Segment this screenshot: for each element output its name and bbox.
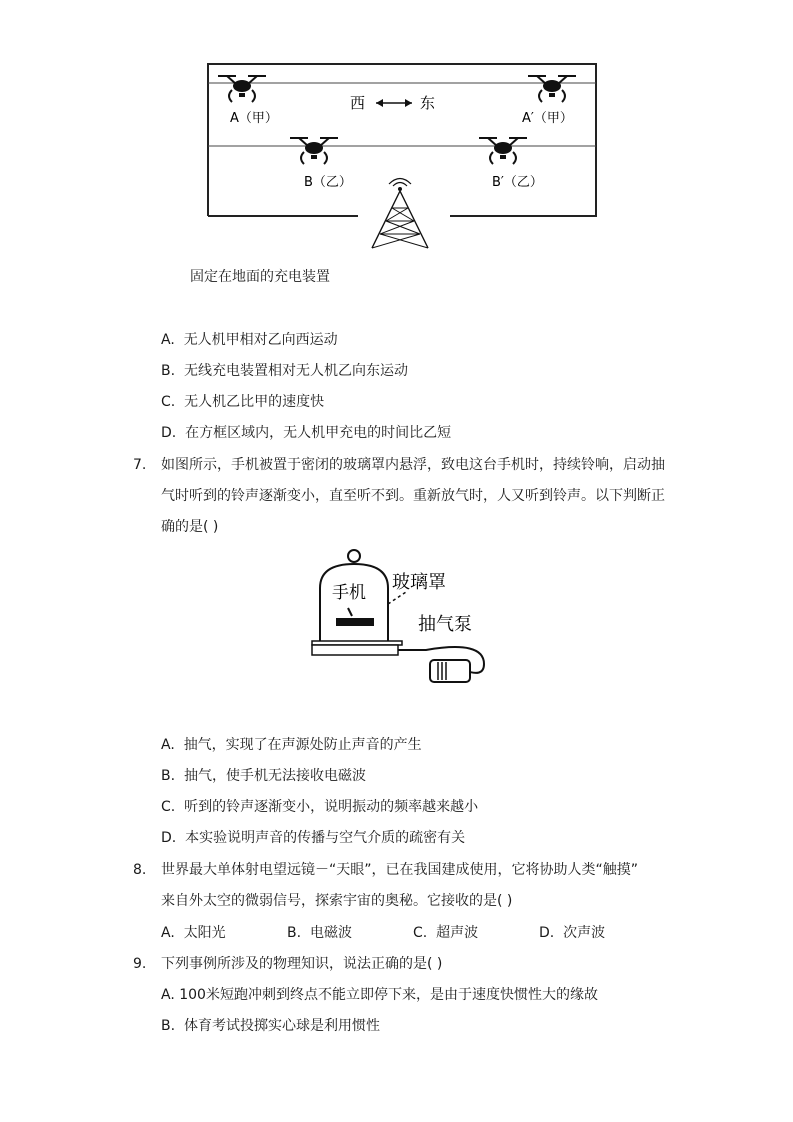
drone-b-prime-icon: [479, 138, 527, 164]
q8-stem-line-1: 世界最大单体射电望远镜－“天眼”，已在我国建成使用，它将协助人类“触摸”: [161, 862, 639, 878]
drone-charging-figure: [200, 58, 605, 258]
west-label: 西: [350, 94, 366, 112]
q6-option-d[interactable]: [161, 424, 451, 442]
option-text: 体育考试投掷实心球是利用惯性: [183, 1018, 380, 1034]
option-text: 电磁波: [309, 925, 352, 941]
option-text: 抽气，实现了在声源处防止声音的产生: [183, 737, 422, 753]
air-pump-icon: [430, 660, 470, 682]
glass-jar-label: 玻璃罩: [392, 572, 446, 593]
option-letter: B.: [161, 768, 176, 784]
option-letter: C.: [161, 799, 176, 815]
option-text: 无人机甲相对乙向西运动: [183, 332, 338, 348]
option-letter: B.: [287, 925, 302, 941]
option-text: 在方框区域内，无人机甲充电的时间比乙短: [185, 425, 452, 441]
option-letter: A.: [161, 332, 175, 348]
drone-a-prime-icon: [528, 76, 576, 102]
q8-number: 8.: [133, 862, 147, 878]
drone-b-label: B（乙）: [304, 175, 352, 190]
option-letter: D.: [161, 830, 177, 846]
option-letter: A.: [161, 925, 175, 941]
q6-option-b[interactable]: [161, 362, 408, 380]
drone-b-icon: [290, 138, 338, 164]
q7-stem-line-3: 确的是( ): [161, 519, 219, 535]
option-letter: D.: [539, 925, 555, 941]
option-letter: C.: [161, 394, 176, 410]
charging-tower-icon: [372, 179, 428, 249]
q7-option-d[interactable]: [161, 829, 465, 847]
option-letter: B.: [161, 363, 176, 379]
bell-jar-figure: [306, 546, 506, 692]
q6-option-a[interactable]: [161, 331, 338, 349]
q8-option-a[interactable]: [161, 924, 226, 942]
q8-option-c[interactable]: [413, 924, 478, 942]
q7-option-c[interactable]: [161, 798, 478, 816]
q7-stem-line-2: 气时听到的铃声逐渐变小，直至听不到。重新放气时，人又听到铃声。以下判断正: [161, 488, 665, 504]
option-text: 本实验说明声音的传播与空气介质的疏密有关: [185, 830, 466, 846]
drone-a-label: A（甲）: [230, 111, 278, 126]
option-letter: C.: [413, 925, 428, 941]
option-letter: A.: [161, 737, 175, 753]
drone-a-icon: [218, 76, 266, 102]
q7-stem-line-1: 如图所示，手机被置于密闭的玻璃罩内悬浮，致电这台手机时，持续铃响，启动抽: [161, 457, 665, 473]
option-text: 100米短跑冲刺到终点不能立即停下来，是由于速度快惯性大的缘故: [179, 987, 598, 1003]
phone-icon: [336, 618, 374, 626]
q8-option-d[interactable]: [539, 924, 605, 942]
q7-number: 7.: [133, 457, 147, 473]
option-text: 无人机乙比甲的速度快: [184, 394, 325, 410]
option-letter: B.: [161, 1018, 176, 1034]
option-letter: D.: [161, 425, 177, 441]
jar-knob-icon: [348, 550, 360, 562]
q9-option-a[interactable]: [161, 986, 598, 1004]
figure1-caption: 固定在地面的充电装置: [190, 269, 330, 285]
q9-stem-line-1: 下列事例所涉及的物理知识，说法正确的是( ): [161, 956, 443, 972]
q6-option-c[interactable]: [161, 393, 324, 411]
option-text: 超声波: [436, 925, 479, 941]
phone-label: 手机: [332, 583, 366, 603]
q7-option-b[interactable]: [161, 767, 366, 785]
q9-number: 9.: [133, 956, 147, 972]
q8-stem-line-2: 来自外太空的微弱信号，探索宇宙的奥秘。它接收的是( ): [161, 893, 513, 909]
drone-a-prime-label: A′（甲）: [522, 111, 573, 126]
option-text: 次声波: [563, 925, 606, 941]
option-text: 听到的铃声逐渐变小，说明振动的频率越来越小: [184, 799, 479, 815]
q8-option-b[interactable]: [287, 924, 352, 942]
pump-label: 抽气泵: [418, 614, 472, 635]
option-letter: A.: [161, 987, 175, 1003]
option-text: 无线充电装置相对无人机乙向东运动: [183, 363, 408, 379]
drone-b-prime-label: B′（乙）: [492, 175, 543, 190]
q9-option-b[interactable]: [161, 1017, 380, 1035]
east-label: 东: [420, 94, 436, 112]
q7-option-a[interactable]: [161, 736, 422, 754]
option-text: 抽气，使手机无法接收电磁波: [183, 768, 366, 784]
option-text: 太阳光: [183, 925, 226, 941]
west-east-arrow-icon: [376, 99, 412, 107]
